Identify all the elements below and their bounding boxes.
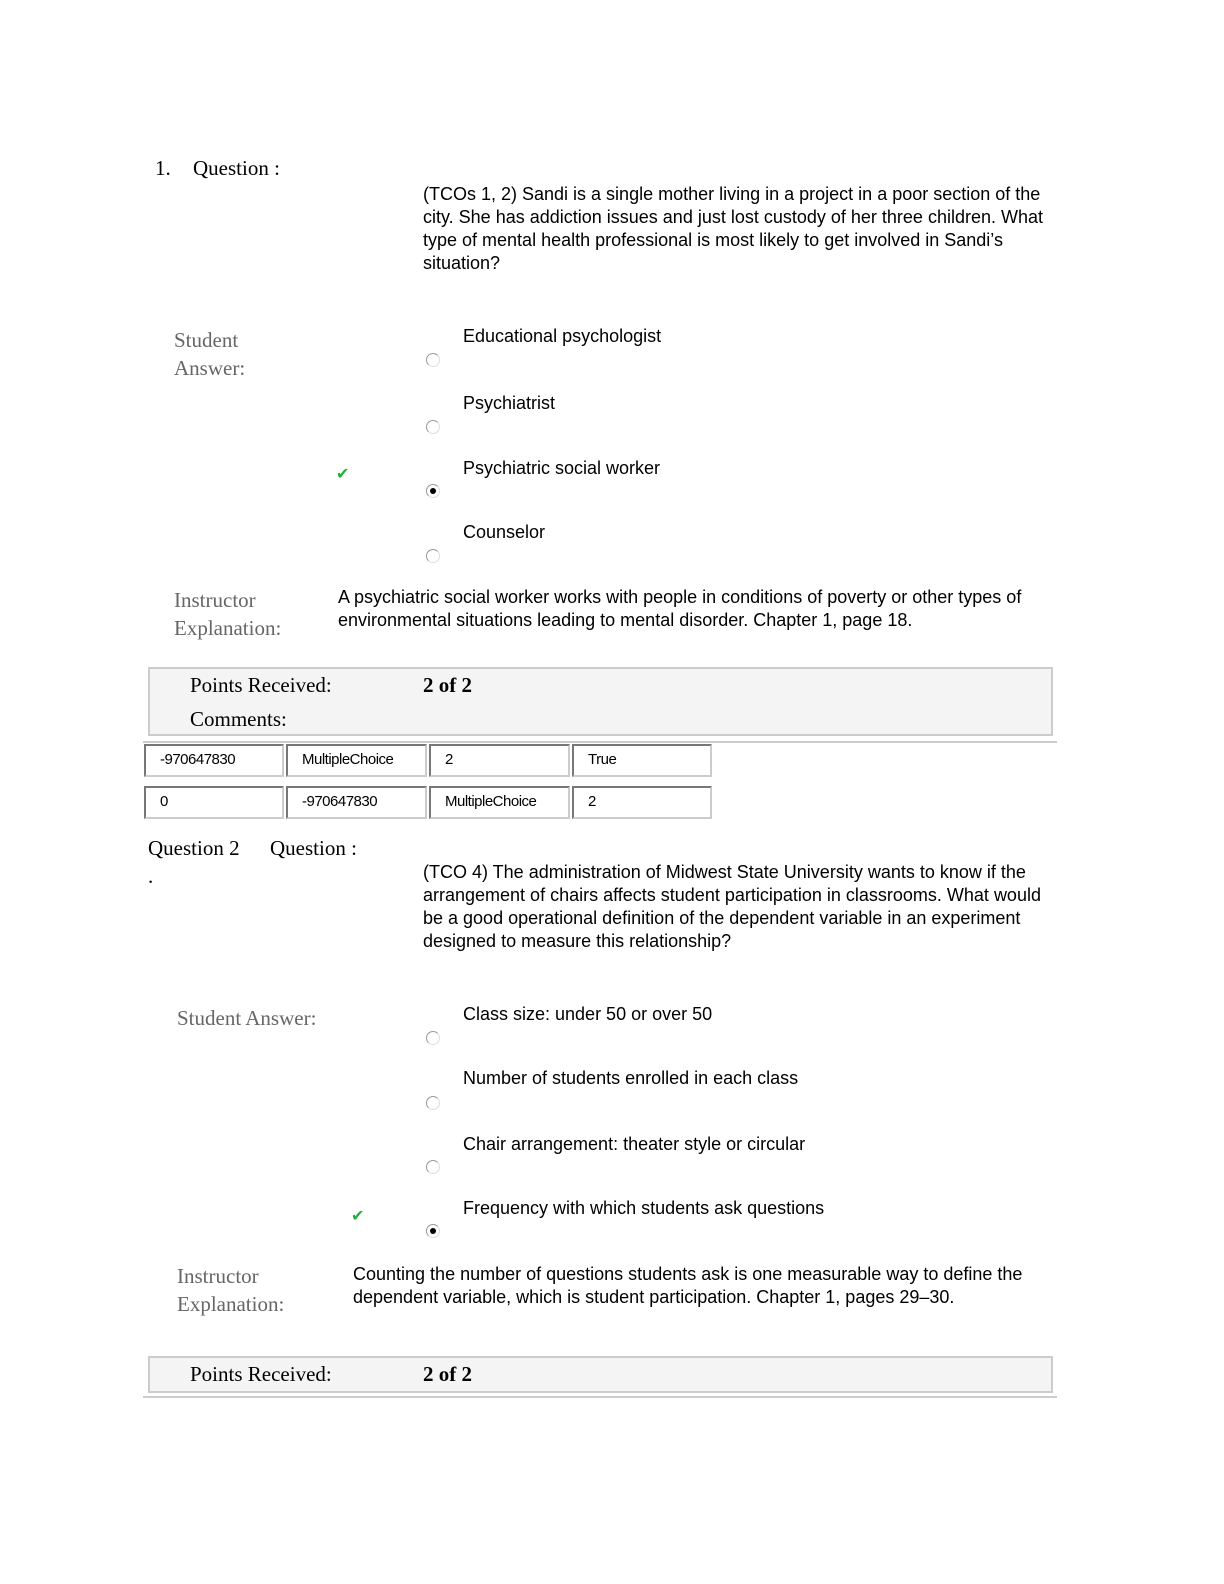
points-value: 2 of 2 xyxy=(423,1362,472,1386)
question-number-dot: . xyxy=(148,864,154,888)
option-radio-selected[interactable] xyxy=(426,1224,440,1238)
option-label: Psychiatrist xyxy=(463,393,556,413)
meta-cell: -970647830 xyxy=(286,786,427,819)
instructor-explanation-label: Instructor Explanation: xyxy=(174,588,282,640)
question-label: Question : xyxy=(193,156,280,180)
divider xyxy=(143,741,1057,743)
option-label: Counselor xyxy=(463,522,546,542)
meta-cell: -970647830 xyxy=(144,744,284,777)
question-text: (TCOs 1, 2) Sandi is a single mother living in a project in a poor section of the city. She has addiction issues and just lost custody of her three children. What type of mental health professional is most likely to get involved in Sandi’s situation? xyxy=(423,184,1043,273)
option-label: Educational psychologist xyxy=(463,326,662,346)
divider xyxy=(143,1396,1057,1398)
points-label: Points Received: xyxy=(190,673,332,697)
option-label: Chair arrangement: theater style or circular xyxy=(463,1134,806,1154)
comments-label: Comments: xyxy=(190,707,287,731)
option-radio[interactable] xyxy=(426,549,440,563)
question-text: (TCO 4) The administration of Midwest State University wants to know if the arrangement of chairs affects student participation in classrooms. What would be a good operational definition of the dependent variable in an experiment designed to measure this relationship? xyxy=(423,862,1041,951)
option-radio[interactable] xyxy=(426,353,440,367)
option-label: Frequency with which students ask questions xyxy=(463,1198,825,1218)
option-radio[interactable] xyxy=(426,1160,440,1174)
option-label: Class size: under 50 or over 50 xyxy=(463,1004,713,1024)
meta-cell: 2 xyxy=(429,744,570,777)
instructor-explanation: Counting the number of questions students ask is one measurable way to define the dependent variable, which is student participation. Chapter 1, pages 29–30. xyxy=(353,1264,1023,1307)
option-radio[interactable] xyxy=(426,1031,440,1045)
option-label: Number of students enrolled in each class xyxy=(463,1068,799,1088)
meta-cell: MultipleChoice xyxy=(429,786,570,819)
correct-check-icon: ✔ xyxy=(351,1206,365,1225)
option-radio[interactable] xyxy=(426,1096,440,1110)
meta-cell: 0 xyxy=(144,786,284,819)
instructor-explanation: A psychiatric social worker works with people in conditions of poverty or other types of environmental situations leading to mental disorder. Chapter 1, page 18. xyxy=(338,587,1022,630)
meta-cell: 2 xyxy=(572,786,712,819)
option-radio[interactable] xyxy=(426,420,440,434)
points-value: 2 of 2 xyxy=(423,673,472,697)
points-label: Points Received: xyxy=(190,1362,332,1386)
meta-cell: MultipleChoice xyxy=(286,744,427,777)
option-label: Psychiatric social worker xyxy=(463,458,661,478)
meta-cell: True xyxy=(572,744,712,777)
correct-check-icon: ✔ xyxy=(336,464,350,483)
student-answer-label: Student Answer: xyxy=(174,328,246,380)
question-number: Question 2 xyxy=(148,836,240,860)
question-number: 1. xyxy=(155,156,171,180)
option-radio-selected[interactable] xyxy=(426,484,440,498)
question-label: Question : xyxy=(270,836,357,860)
student-answer-label: Student Answer: xyxy=(177,1006,317,1030)
instructor-explanation-label: Instructor Explanation: xyxy=(177,1264,285,1316)
